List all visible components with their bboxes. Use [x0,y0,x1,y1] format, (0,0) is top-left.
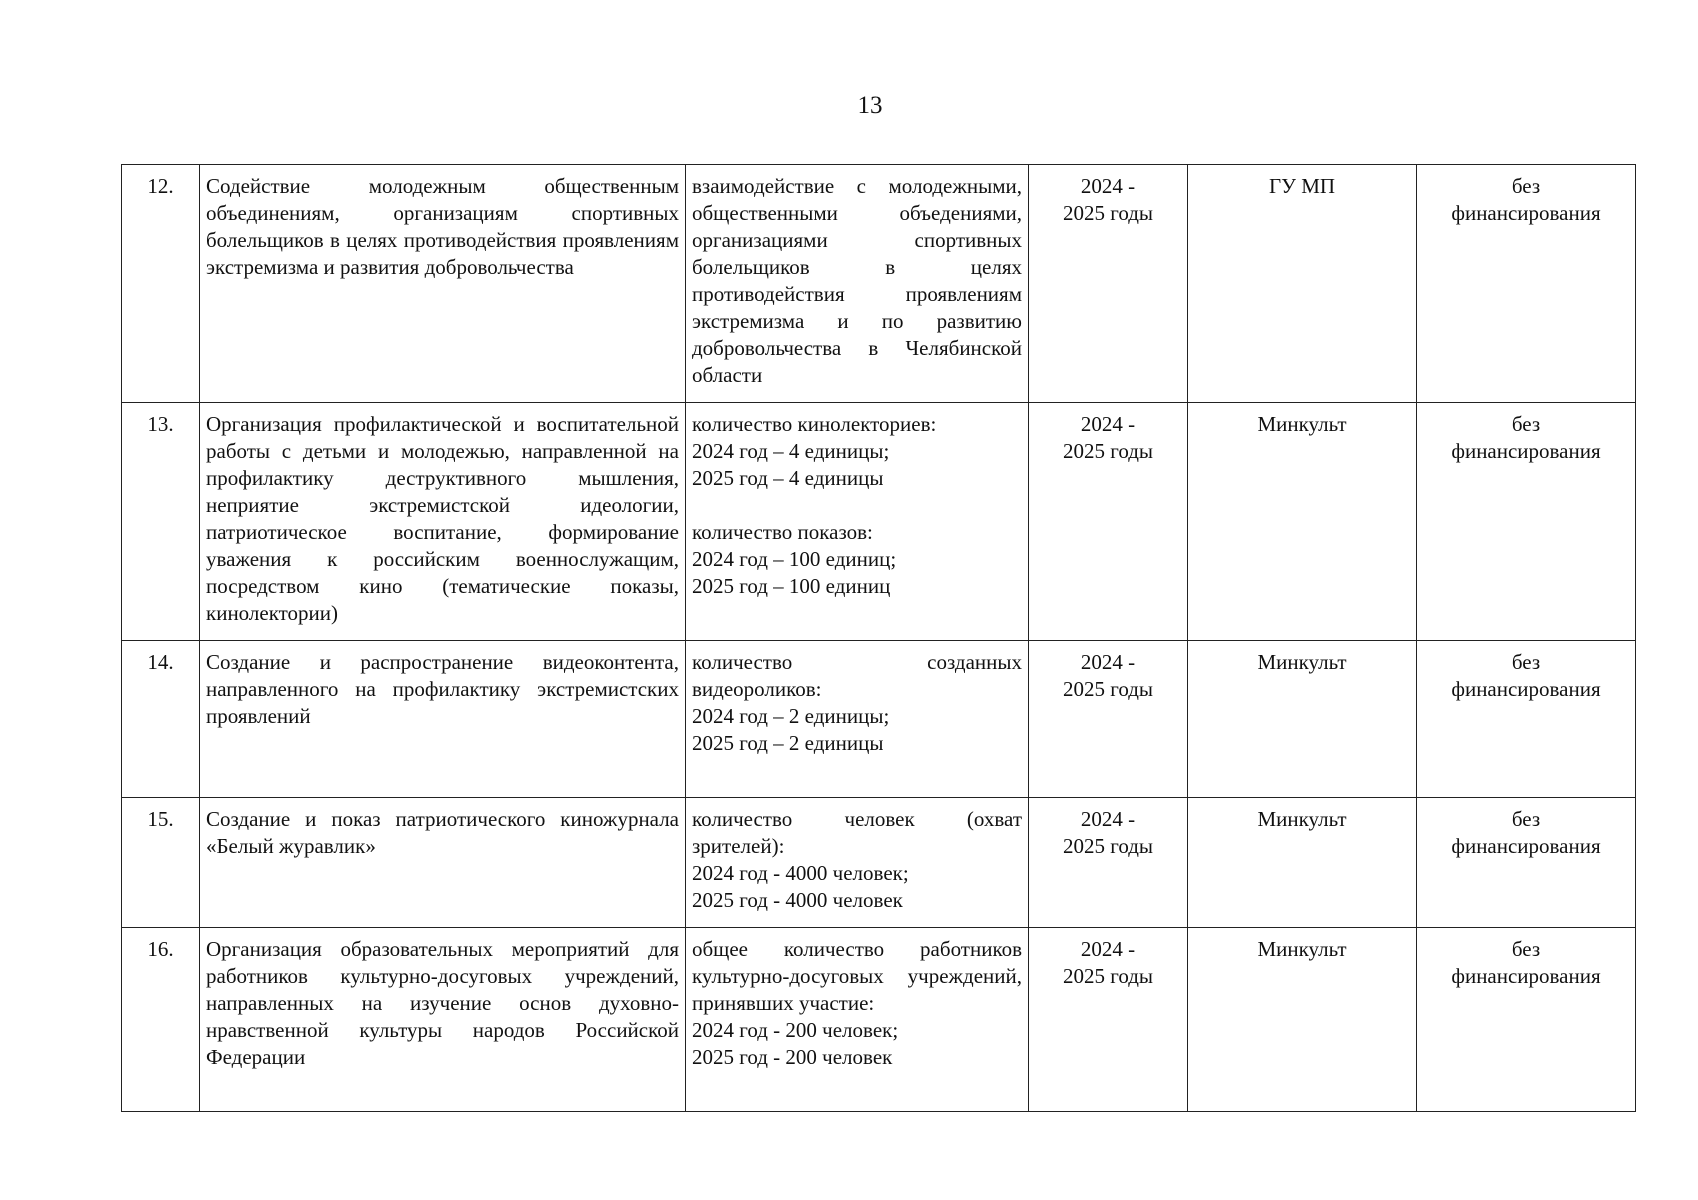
indicator-line: общее количество работников культурно-досуговых учреждений, принявших участие: [692,937,1022,1015]
financing-line-2: финансирования [1451,964,1601,988]
financing-line-1: без [1511,807,1541,831]
indicator-line: количество созданных видеороликов: [692,650,1022,701]
period [1029,928,1188,1112]
indicator [686,798,1029,928]
financing-line-2: финансирования [1451,834,1601,858]
row-number: 15. [122,798,200,928]
indicator [686,928,1029,1112]
financing [1417,641,1636,798]
period-start: 2024 - [1080,807,1136,831]
table-row [122,641,1636,798]
indicator-line: 2025 год - 4000 человек [692,888,903,912]
indicator-line: 2024 год - 4000 человек; [692,861,909,885]
period-end: 2025 годы [1062,439,1154,463]
period [1029,798,1188,928]
event-description: Организация образовательных мероприятий для работников культурно-досуговых учреждений, направленных на изучение основ духовно-нравственной культуры народов Российской Федерации [200,928,686,1112]
event-description: Организация профилактической и воспитательной работы с детьми и молодежью, направленной на профилактику деструктивного мышления, неприятие экстремистской идеологии, патриотическое воспитание, формирование уважения к российским военнослужащим, посредством кино (тематические показы, кинолектории) [200,403,686,641]
page-number: 13 [857,92,883,119]
table-row [122,165,1636,403]
executor: Минкульт [1188,403,1417,641]
period-end: 2025 годы [1062,964,1154,988]
indicator-line: количество кинолекториев: [692,412,937,436]
event-description: Создание и показ патриотического киножурнала «Белый журавлик» [200,798,686,928]
row-number: 12. [122,165,200,403]
indicator-line: 2024 год - 200 человек; [692,1018,899,1042]
financing-line-1: без [1511,650,1541,674]
financing-line-1: без [1511,174,1541,198]
financing [1417,928,1636,1112]
period-start: 2024 - [1080,650,1136,674]
table-row [122,798,1636,928]
table-row [122,928,1636,1112]
period [1029,165,1188,403]
period-start: 2024 - [1080,937,1136,961]
indicator-line: 2024 год – 2 единицы; [692,704,890,728]
financing-line-1: без [1511,412,1541,436]
financing [1417,165,1636,403]
period [1029,641,1188,798]
executor: Минкульт [1188,641,1417,798]
indicator-line: 2024 год – 4 единицы; [692,439,890,463]
period [1029,403,1188,641]
event-description: Создание и распространение видеоконтента, направленного на профилактику экстремистских проявлений [200,641,686,798]
indicator: взаимодействие с молодежными, общественными объедениями, организациями спортивных болельщиков в целях противодействия проявлениям экстремизма и по развитию добровольчества в Челябинской области [686,165,1029,403]
financing-line-2: финансирования [1451,677,1601,701]
period-start: 2024 - [1080,412,1136,436]
indicator-line: 2025 год – 100 единиц [692,574,891,598]
table-row [122,403,1636,641]
financing [1417,403,1636,641]
executor: ГУ МП [1188,165,1417,403]
row-number: 16. [122,928,200,1112]
event-description: Содействие молодежным общественным объединениям, организациям спортивных болельщиков в целях противодействия проявлениям экстремизма и развития добровольчества [200,165,686,403]
indicator [686,403,1029,641]
financing [1417,798,1636,928]
executor: Минкульт [1188,928,1417,1112]
indicator [686,641,1029,798]
indicator-line: количество человек (охват зрителей): [692,807,1022,858]
indicator-line: 2025 год – 2 единицы [692,731,884,755]
indicator-line: 2025 год – 4 единицы [692,466,884,490]
row-number: 13. [122,403,200,641]
period-start: 2024 - [1080,174,1136,198]
executor: Минкульт [1188,798,1417,928]
period-end: 2025 годы [1062,834,1154,858]
period-end: 2025 годы [1062,677,1154,701]
measures-table [121,164,1636,1112]
financing-line-2: финансирования [1451,201,1601,225]
financing-line-2: финансирования [1451,439,1601,463]
indicator-line: количество показов: [692,520,873,544]
indicator-line: 2024 год – 100 единиц; [692,547,897,571]
row-number: 14. [122,641,200,798]
period-end: 2025 годы [1062,201,1154,225]
indicator-line: 2025 год - 200 человек [692,1045,893,1069]
financing-line-1: без [1511,937,1541,961]
